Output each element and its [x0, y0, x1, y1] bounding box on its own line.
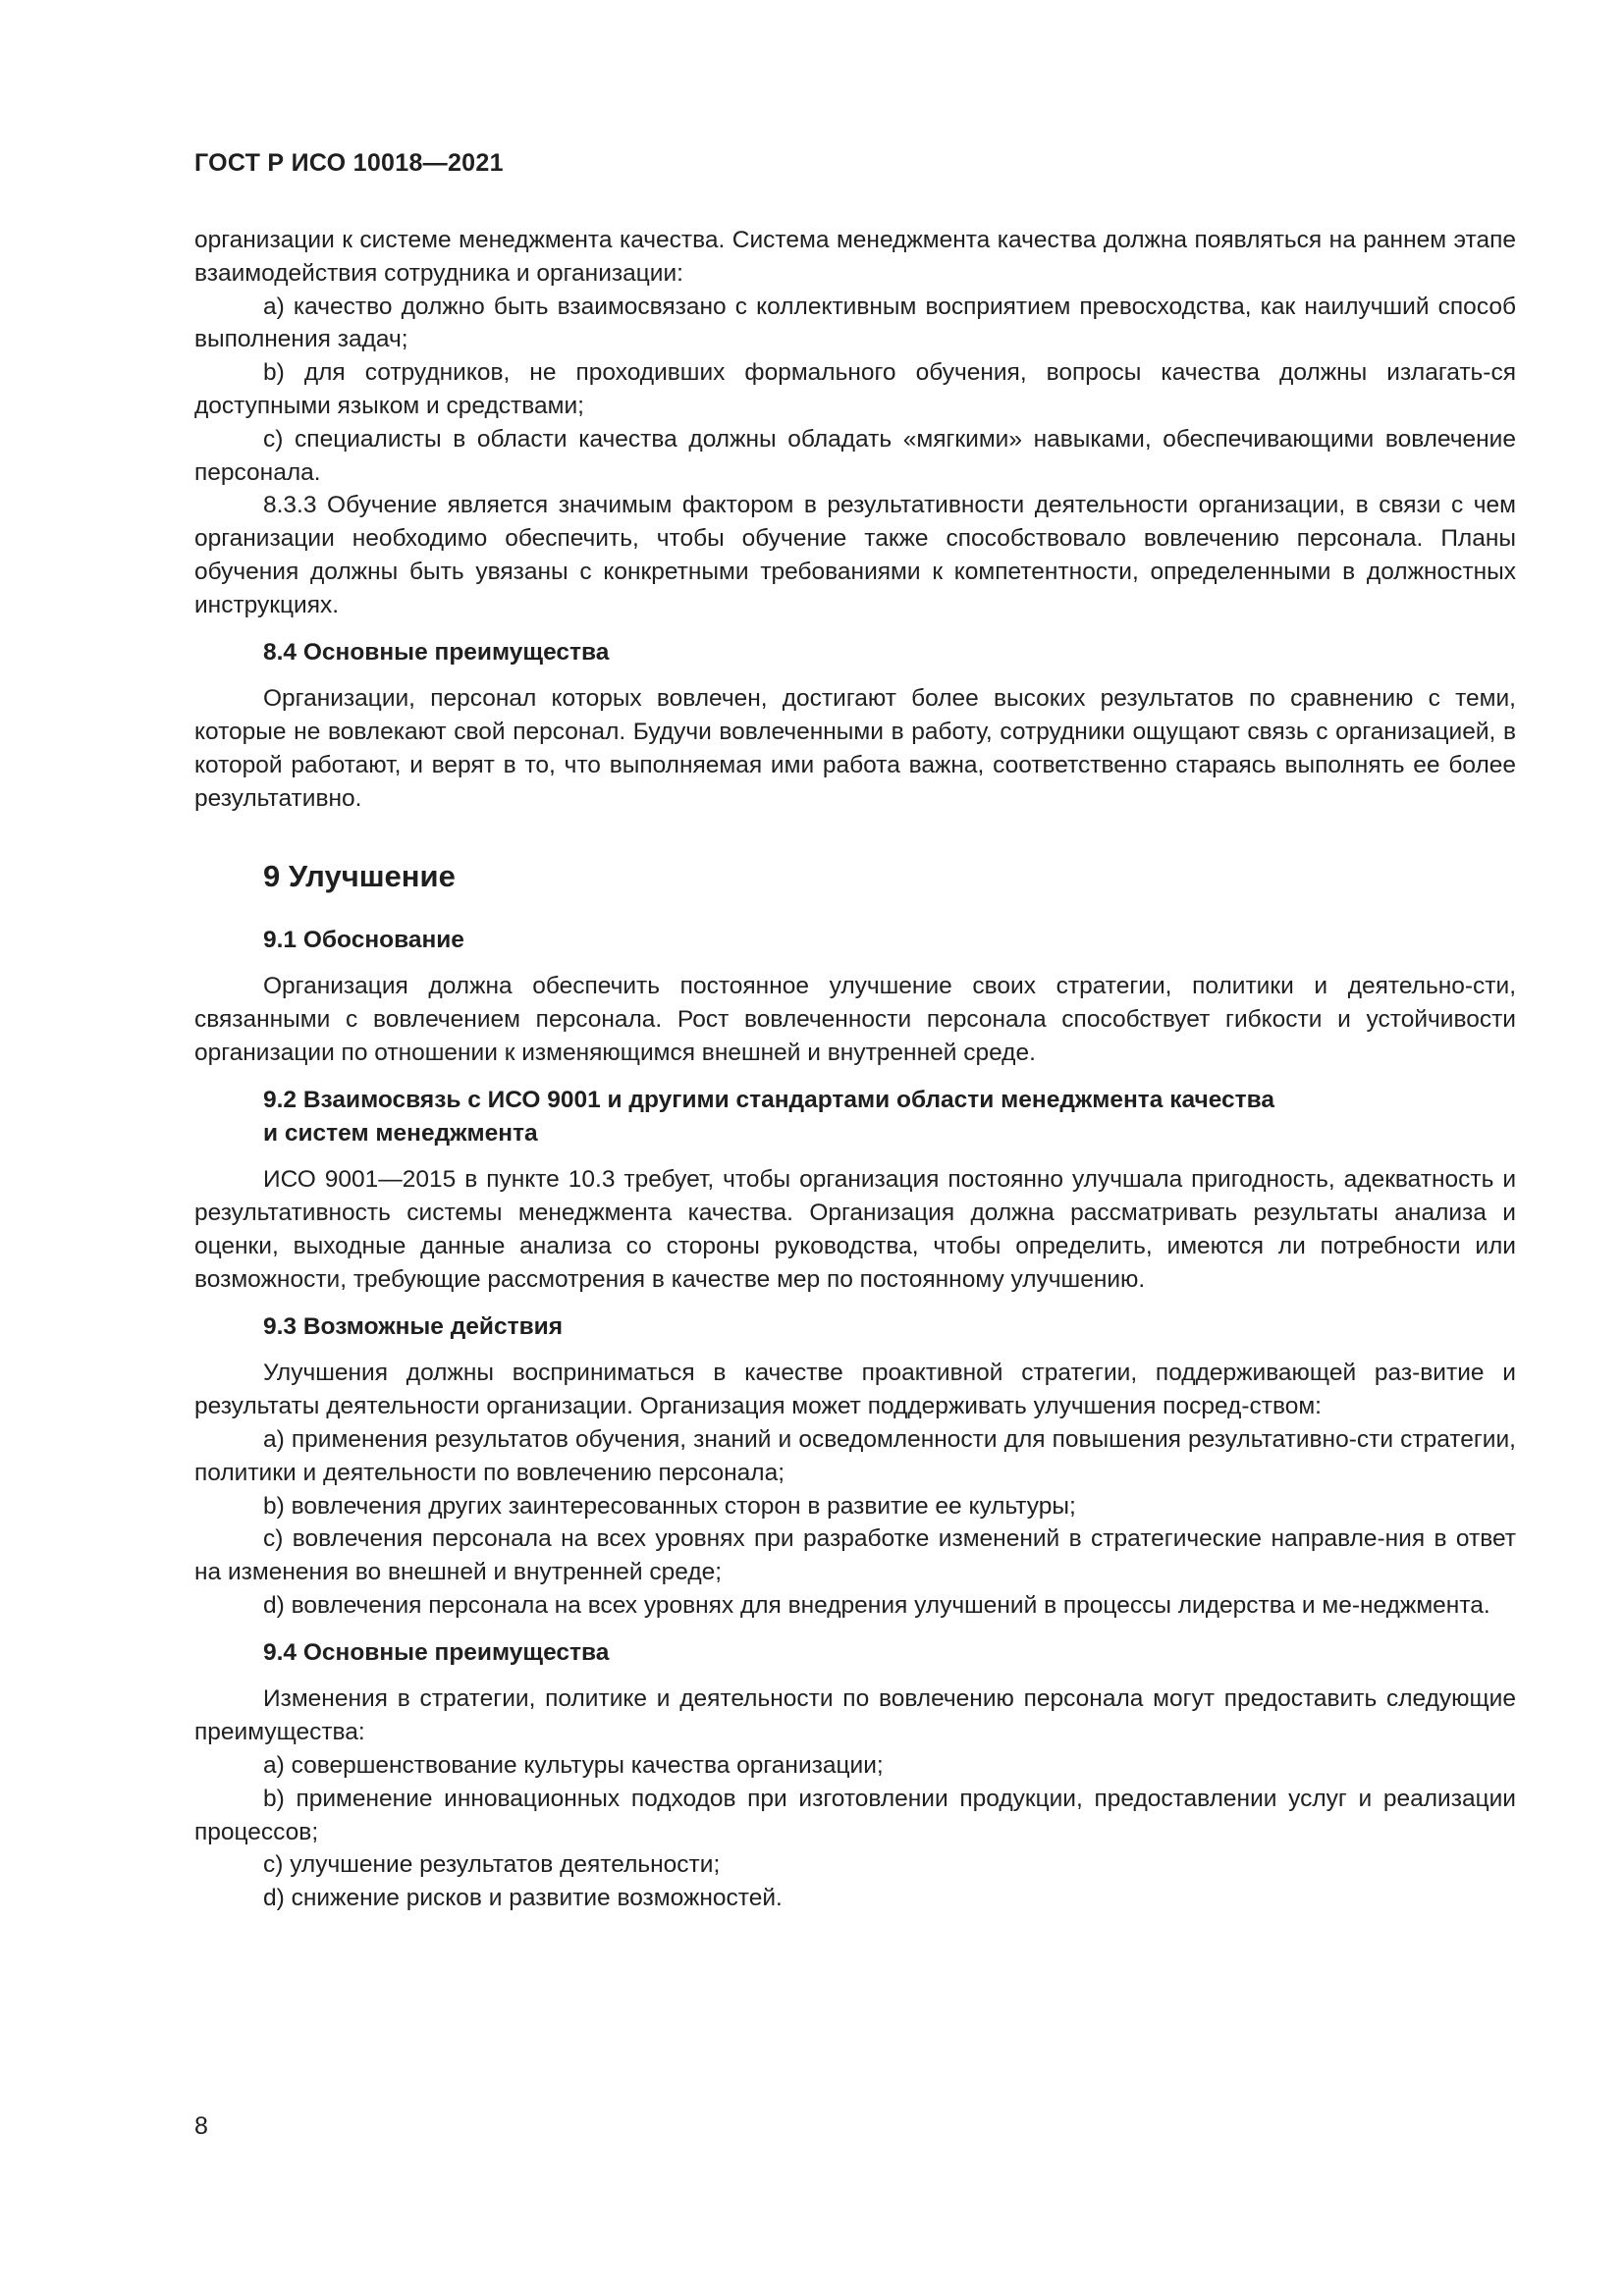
paragraph: Изменения в стратегии, политике и деятельности по вовлечению персонала могут предоставить следующие преимущества: [194, 1685, 1516, 1746]
paragraph: а) применения результатов обучения, знаний и осведомленности для повышения результативно-сти стратегии, политики и деятельности по вовлечению персонала; [194, 1425, 1516, 1486]
subsection-heading [194, 1084, 1516, 1150]
paragraph: b) для сотрудников, не проходивших формального обучения, вопросы качества должны излагать-ся доступными языком и средствами; [194, 359, 1516, 419]
paragraph: d) снижение рисков и развитие возможностей. [263, 1885, 783, 1912]
page-number: 8 [194, 2112, 208, 2140]
subsection-heading-line: 8.4 Основные преимущества [263, 638, 610, 666]
spacer [194, 1149, 1516, 1163]
spacer [194, 896, 1516, 924]
paragraph: Улучшения должны восприниматься в качестве проактивной стратегии, поддерживающей раз-витие и результаты деятельности организации. Организация может поддерживать улучшения посред-ством: [194, 1360, 1516, 1420]
paragraph: с) улучшение результатов деятельности; [263, 1851, 721, 1879]
paragraph: d) вовлечения персонала на всех уровнях для внедрения улучшений в процессы лидерства и ме-неджмента. [263, 1591, 1490, 1619]
spacer [194, 622, 1516, 636]
spacer [194, 668, 1516, 682]
section-heading: 9 Улучшение [263, 858, 456, 893]
subsection-heading-line: 9.1 Обоснование [263, 926, 464, 953]
spacer [194, 1623, 1516, 1636]
paragraph: b) вовлечения других заинтересованных сторон в развитие ее культуры; [263, 1492, 1076, 1520]
subsection-heading-line: и систем менеджмента [263, 1119, 538, 1147]
spacer [194, 956, 1516, 970]
subsection-heading [194, 924, 1516, 957]
document-body [194, 224, 1516, 1915]
paragraph: с) специалисты в области качества должны обладать «мягкими» навыками, обеспечивающими вовлечение персонала. [194, 425, 1516, 486]
document-header: ГОСТ Р ИСО 10018—2021 [194, 149, 504, 177]
subsection-heading-line: 9.3 Возможные действия [263, 1312, 564, 1340]
paragraph: с) вовлечения персонала на всех уровнях при разработке изменений в стратегические направле-ния в ответ на изменения во внешней и внутренней среде; [194, 1525, 1516, 1586]
spacer [194, 1343, 1516, 1357]
spacer [194, 1669, 1516, 1682]
spacer [194, 1070, 1516, 1084]
spacer [194, 816, 1516, 857]
paragraph: организации к системе менеджмента качества. Система менеджмента качества должна появляться на раннем этапе взаимодействия сотрудника и организации: [194, 227, 1516, 287]
subsection-heading-line: 9.4 Основные преимущества [263, 1638, 610, 1666]
paragraph: Организации, персонал которых вовлечен, достигают более высоких результатов по сравнению с теми, которые не вовлекают свой персонал. Будучи вовлеченными в работу, сотрудники ощущают связь с организацией, в которой работают, и верят в то, что выполняемая ими работа важна, соответственно стараясь выполнять ее более результативно. [194, 685, 1516, 812]
paragraph: а) качество должно быть взаимосвязано с коллективным восприятием превосходства, как наилучший способ выполнения задач; [194, 293, 1516, 353]
paragraph: ИСО 9001—2015 в пункте 10.3 требует, чтобы организация постоянно улучшала пригодность, адекватность и результативность системы менеджмента качества. Организация должна рассматривать результаты анализа и оценки, выходные данные анализа со стороны руководства, чтобы определить, имеются ли потребности или возможности, требующие рассмотрения в качестве мер по постоянному улучшению. [194, 1166, 1516, 1293]
spacer [194, 1297, 1516, 1310]
paragraph: b) применение инновационных подходов при изготовлении продукции, предоставлении услуг и реализации процессов; [194, 1785, 1516, 1845]
subsection-heading [194, 1310, 1516, 1344]
subsection-heading [194, 636, 1516, 669]
subsection-heading [194, 1636, 1516, 1670]
paragraph: 8.3.3 Обучение является значимым фактором в результативности деятельности организации, в связи с чем организации необходимо обеспечить, чтобы обучение также способствовало вовлечению персонала. Планы обучения должны быть увязаны с конкретными требованиями к компетентности, определенными в должностных инструкциях. [194, 492, 1516, 618]
subsection-heading-line: 9.2 Взаимосвязь с ИСО 9001 и другими стандартами области менеджмента качества [263, 1086, 1275, 1113]
paragraph: Организация должна обеспечить постоянное улучшение своих стратегии, политики и деятельно-сти, связанными с вовлечением персонала. Рост вовлеченности персонала способствует гибкости и устойчивости организации по отношении к изменяющимся внешней и внутренней среде. [194, 973, 1516, 1066]
paragraph: а) совершенствование культуры качества организации; [263, 1752, 884, 1780]
